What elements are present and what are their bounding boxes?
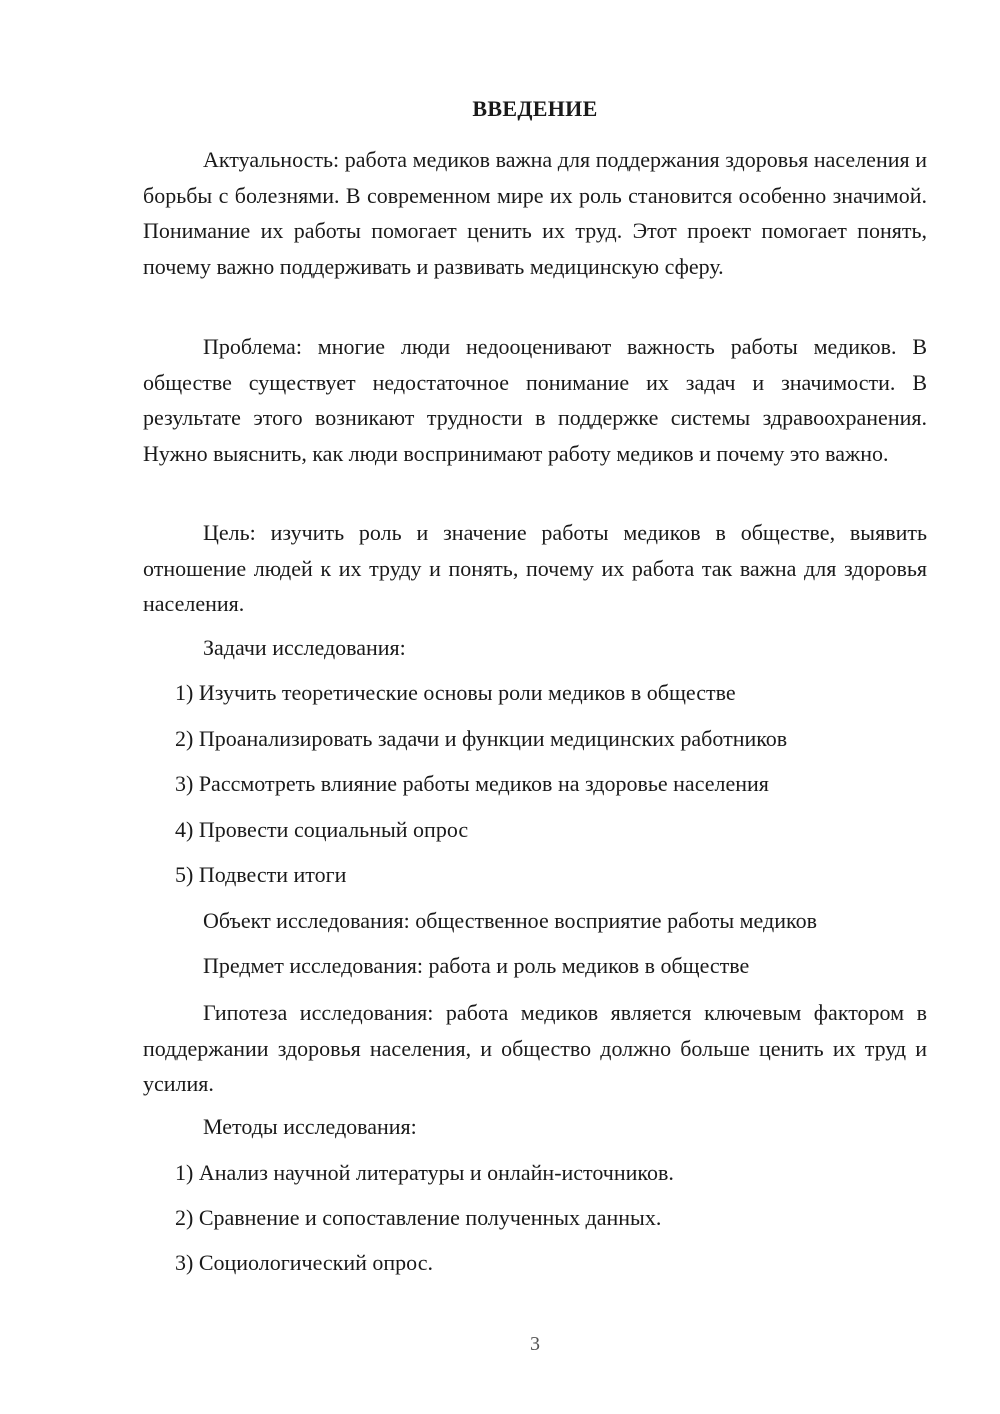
method-item: 1) Анализ научной литературы и онлайн-источников.	[175, 1160, 674, 1185]
goal-paragraph: Цель: изучить роль и значение работы медиков в обществе, выявить отношение людей к их труду и понять, почему их работа так важна для здоровья населения.	[143, 520, 927, 616]
section-title: ВВЕДЕНИЕ	[472, 96, 598, 121]
object-line: Объект исследования: общественное восприятие работы медиков	[203, 908, 817, 933]
task-item: 4) Провести социальный опрос	[175, 817, 469, 842]
task-item: 5) Подвести итоги	[175, 862, 347, 887]
problem-paragraph: Проблема: многие люди недооценивают важность работы медиков. В обществе существует недостаточное понимание их задач и значимости. В результате этого возникают трудности в поддержке системы здравоохранения. Нужно выяснить, как люди воспринимают работу медиков и почему это важно.	[143, 334, 927, 466]
page-number: 3	[530, 1333, 540, 1355]
methods-heading: Методы исследования:	[203, 1114, 417, 1139]
method-item: 3) Социологический опрос.	[175, 1250, 433, 1275]
method-item: 2) Сравнение и сопоставление полученных данных.	[175, 1205, 662, 1230]
subject-line: Предмет исследования: работа и роль медиков в обществе	[203, 953, 750, 978]
task-item: 1) Изучить теоретические основы роли медиков в обществе	[175, 680, 736, 705]
task-item: 2) Проанализировать задачи и функции медицинских работников	[175, 726, 788, 751]
relevance-paragraph: Актуальность: работа медиков важна для поддержания здоровья населения и борьбы с болезнями. В современном мире их роль становится особенно значимой. Понимание их работы помогает ценить их труд. Этот проект помогает понять, почему важно поддерживать и развивать медицинскую сферу.	[143, 147, 927, 279]
tasks-heading: Задачи исследования:	[203, 635, 406, 660]
task-item: 3) Рассмотреть влияние работы медиков на здоровье населения	[175, 771, 769, 796]
hypothesis-paragraph: Гипотеза исследования: работа медиков является ключевым фактором в поддержании здоровья населения, и общество должно больше ценить их труд и усилия.	[143, 1000, 927, 1096]
